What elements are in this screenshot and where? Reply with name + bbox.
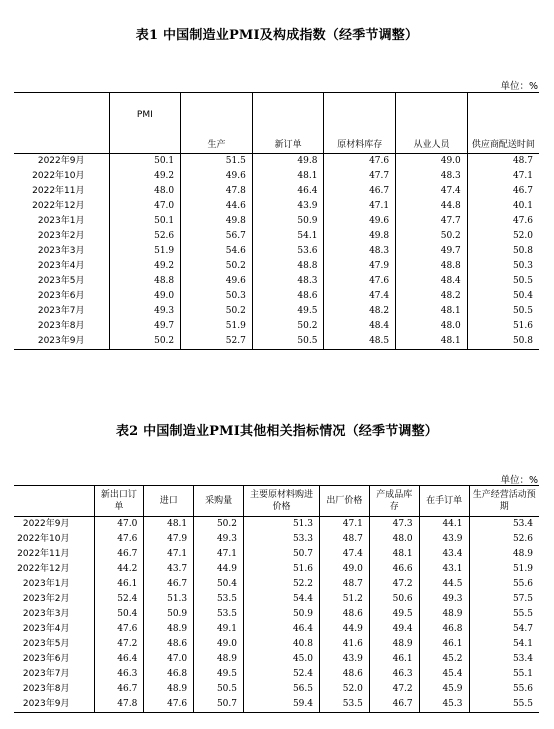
table2-row bbox=[14, 667, 539, 682]
value-cell: 43.7 bbox=[144, 562, 194, 577]
value-cell: 50.4 bbox=[194, 577, 244, 592]
value-cell: 52.0 bbox=[319, 682, 369, 697]
value-cell: 49.0 bbox=[396, 154, 468, 170]
table1-corner-cell bbox=[14, 93, 109, 154]
month-cell: 2023年2月 bbox=[37, 231, 85, 241]
value-cell: 46.7 bbox=[324, 184, 396, 199]
month-cell: 2023年6月 bbox=[37, 291, 85, 301]
value-cell: 46.8 bbox=[144, 667, 194, 682]
value-cell: 48.1 bbox=[369, 547, 419, 562]
value-cell: 48.7 bbox=[319, 532, 369, 547]
value-cell: 56.5 bbox=[243, 682, 319, 697]
value-cell: 49.8 bbox=[252, 154, 324, 170]
month-cell: 2023年5月 bbox=[22, 639, 70, 649]
value-cell: 52.6 bbox=[469, 532, 539, 547]
value-cell: 46.1 bbox=[94, 577, 144, 592]
value-cell: 49.5 bbox=[369, 607, 419, 622]
value-cell: 47.1 bbox=[194, 547, 244, 562]
value-cell: 43.9 bbox=[252, 199, 324, 214]
table2-row bbox=[14, 517, 539, 533]
value-cell: 48.3 bbox=[324, 244, 396, 259]
value-cell: 45.3 bbox=[419, 697, 469, 713]
value-cell: 50.5 bbox=[194, 682, 244, 697]
value-cell: 48.9 bbox=[469, 547, 539, 562]
value-cell: 47.1 bbox=[319, 517, 369, 533]
value-cell: 53.3 bbox=[243, 532, 319, 547]
value-cell: 49.0 bbox=[109, 289, 181, 304]
value-cell: 44.6 bbox=[181, 199, 253, 214]
value-cell: 47.6 bbox=[94, 622, 144, 637]
month-cell: 2022年10月 bbox=[32, 171, 85, 181]
value-cell: 49.2 bbox=[109, 259, 181, 274]
value-cell: 46.7 bbox=[467, 184, 539, 199]
value-cell: 50.3 bbox=[467, 259, 539, 274]
month-cell: 2023年4月 bbox=[37, 261, 85, 271]
value-cell: 55.1 bbox=[469, 667, 539, 682]
value-cell: 50.4 bbox=[94, 607, 144, 622]
table2 bbox=[14, 485, 539, 713]
table1-title: 表1 中国制造业PMI及构成指数（经季节调整） bbox=[135, 28, 419, 43]
month-cell: 2022年10月 bbox=[17, 534, 70, 544]
table1-row bbox=[14, 244, 539, 259]
table1 bbox=[14, 92, 539, 350]
value-cell: 47.6 bbox=[467, 214, 539, 229]
value-cell: 59.4 bbox=[243, 697, 319, 713]
value-cell: 47.0 bbox=[144, 652, 194, 667]
value-cell: 43.9 bbox=[319, 652, 369, 667]
value-cell: 46.6 bbox=[369, 562, 419, 577]
value-cell: 48.9 bbox=[369, 637, 419, 652]
value-cell: 53.5 bbox=[194, 592, 244, 607]
value-cell: 45.2 bbox=[419, 652, 469, 667]
value-cell: 47.6 bbox=[144, 697, 194, 713]
value-cell: 46.4 bbox=[94, 652, 144, 667]
value-cell: 48.0 bbox=[369, 532, 419, 547]
table2-col-header: 产成品库存 bbox=[369, 486, 419, 517]
value-cell: 47.9 bbox=[324, 259, 396, 274]
table1-unit: 单位：% bbox=[500, 81, 538, 92]
value-cell: 46.4 bbox=[252, 184, 324, 199]
value-cell: 53.4 bbox=[469, 652, 539, 667]
value-cell: 47.6 bbox=[324, 274, 396, 289]
value-cell: 50.5 bbox=[252, 334, 324, 350]
table2-row bbox=[14, 652, 539, 667]
value-cell: 51.9 bbox=[469, 562, 539, 577]
value-cell: 48.2 bbox=[324, 304, 396, 319]
value-cell: 50.8 bbox=[467, 244, 539, 259]
value-cell: 46.1 bbox=[369, 652, 419, 667]
value-cell: 48.6 bbox=[319, 607, 369, 622]
value-cell: 44.2 bbox=[94, 562, 144, 577]
table1-row bbox=[14, 304, 539, 319]
month-cell: 2023年6月 bbox=[22, 654, 70, 664]
table1-row bbox=[14, 214, 539, 229]
value-cell: 43.1 bbox=[419, 562, 469, 577]
value-cell: 44.1 bbox=[419, 517, 469, 533]
table1-row bbox=[14, 169, 539, 184]
value-cell: 48.8 bbox=[252, 259, 324, 274]
month-cell: 2022年12月 bbox=[17, 564, 70, 574]
month-cell: 2023年3月 bbox=[37, 246, 85, 256]
value-cell: 48.9 bbox=[144, 622, 194, 637]
value-cell: 50.1 bbox=[109, 154, 181, 170]
value-cell: 50.7 bbox=[243, 547, 319, 562]
table1-row bbox=[14, 274, 539, 289]
value-cell: 47.4 bbox=[396, 184, 468, 199]
value-cell: 50.7 bbox=[194, 697, 244, 713]
month-cell: 2023年7月 bbox=[22, 669, 70, 679]
table2-row bbox=[14, 562, 539, 577]
value-cell: 51.9 bbox=[181, 319, 253, 334]
value-cell: 48.9 bbox=[194, 652, 244, 667]
month-cell: 2022年9月 bbox=[37, 156, 85, 166]
value-cell: 47.6 bbox=[324, 154, 396, 170]
value-cell: 48.0 bbox=[396, 319, 468, 334]
value-cell: 44.9 bbox=[319, 622, 369, 637]
value-cell: 44.8 bbox=[396, 199, 468, 214]
value-cell: 50.1 bbox=[109, 214, 181, 229]
table2-row bbox=[14, 577, 539, 592]
value-cell: 47.4 bbox=[319, 547, 369, 562]
value-cell: 47.6 bbox=[94, 532, 144, 547]
table2-row bbox=[14, 682, 539, 697]
value-cell: 47.2 bbox=[369, 682, 419, 697]
value-cell: 48.6 bbox=[319, 667, 369, 682]
table1-row bbox=[14, 229, 539, 244]
table1-col-header: 供应商配送时间 bbox=[467, 93, 539, 154]
value-cell: 49.3 bbox=[109, 304, 181, 319]
value-cell: 43.9 bbox=[419, 532, 469, 547]
value-cell: 50.5 bbox=[467, 274, 539, 289]
value-cell: 49.8 bbox=[181, 214, 253, 229]
value-cell: 47.0 bbox=[94, 517, 144, 533]
month-cell: 2023年1月 bbox=[37, 216, 85, 226]
value-cell: 46.7 bbox=[369, 697, 419, 713]
value-cell: 45.0 bbox=[243, 652, 319, 667]
table2-row bbox=[14, 622, 539, 637]
value-cell: 51.6 bbox=[467, 319, 539, 334]
value-cell: 55.6 bbox=[469, 577, 539, 592]
value-cell: 46.3 bbox=[94, 667, 144, 682]
value-cell: 48.2 bbox=[396, 289, 468, 304]
value-cell: 54.1 bbox=[469, 637, 539, 652]
value-cell: 47.2 bbox=[369, 577, 419, 592]
month-cell: 2023年2月 bbox=[22, 594, 70, 604]
value-cell: 48.8 bbox=[396, 259, 468, 274]
value-cell: 50.2 bbox=[396, 229, 468, 244]
value-cell: 54.4 bbox=[243, 592, 319, 607]
value-cell: 50.4 bbox=[467, 289, 539, 304]
table2-col-header: 新出口订单 bbox=[94, 486, 144, 517]
value-cell: 51.3 bbox=[243, 517, 319, 533]
month-cell: 2023年1月 bbox=[22, 579, 70, 589]
value-cell: 50.8 bbox=[467, 334, 539, 350]
value-cell: 50.9 bbox=[144, 607, 194, 622]
table2-row bbox=[14, 547, 539, 562]
value-cell: 52.4 bbox=[243, 667, 319, 682]
value-cell: 52.4 bbox=[94, 592, 144, 607]
value-cell: 51.9 bbox=[109, 244, 181, 259]
value-cell: 40.8 bbox=[243, 637, 319, 652]
value-cell: 46.8 bbox=[419, 622, 469, 637]
value-cell: 50.9 bbox=[243, 607, 319, 622]
value-cell: 46.1 bbox=[419, 637, 469, 652]
table2-header-row bbox=[14, 486, 539, 517]
value-cell: 50.2 bbox=[181, 259, 253, 274]
table2-corner-cell bbox=[14, 486, 94, 517]
table2-row bbox=[14, 592, 539, 607]
value-cell: 52.7 bbox=[181, 334, 253, 350]
month-cell: 2023年3月 bbox=[22, 609, 70, 619]
table2-unit: 单位：% bbox=[500, 475, 538, 486]
value-cell: 47.1 bbox=[324, 199, 396, 214]
value-cell: 49.6 bbox=[324, 214, 396, 229]
table2-title: 表2 中国制造业PMI其他相关指标情况（经季节调整） bbox=[115, 424, 439, 439]
value-cell: 43.4 bbox=[419, 547, 469, 562]
value-cell: 49.3 bbox=[194, 532, 244, 547]
value-cell: 49.6 bbox=[181, 169, 253, 184]
month-cell: 2022年12月 bbox=[32, 201, 85, 211]
value-cell: 53.5 bbox=[319, 697, 369, 713]
table2-col-header: 生产经营活动预期 bbox=[469, 486, 539, 517]
value-cell: 46.4 bbox=[243, 622, 319, 637]
value-cell: 50.5 bbox=[467, 304, 539, 319]
value-cell: 51.5 bbox=[181, 154, 253, 170]
value-cell: 47.1 bbox=[144, 547, 194, 562]
value-cell: 47.9 bbox=[144, 532, 194, 547]
value-cell: 49.5 bbox=[252, 304, 324, 319]
value-cell: 51.3 bbox=[144, 592, 194, 607]
table2-row bbox=[14, 697, 539, 713]
value-cell: 50.2 bbox=[194, 517, 244, 533]
value-cell: 52.6 bbox=[109, 229, 181, 244]
value-cell: 48.8 bbox=[109, 274, 181, 289]
month-cell: 2023年8月 bbox=[37, 321, 85, 331]
value-cell: 46.7 bbox=[94, 547, 144, 562]
value-cell: 46.7 bbox=[94, 682, 144, 697]
table2-row bbox=[14, 637, 539, 652]
value-cell: 48.1 bbox=[252, 169, 324, 184]
table1-col-header: 原材料库存 bbox=[324, 93, 396, 154]
value-cell: 50.2 bbox=[181, 304, 253, 319]
value-cell: 49.1 bbox=[194, 622, 244, 637]
value-cell: 46.7 bbox=[144, 577, 194, 592]
value-cell: 55.5 bbox=[469, 607, 539, 622]
value-cell: 47.4 bbox=[324, 289, 396, 304]
value-cell: 48.5 bbox=[324, 334, 396, 350]
value-cell: 49.7 bbox=[396, 244, 468, 259]
value-cell: 47.8 bbox=[181, 184, 253, 199]
value-cell: 47.0 bbox=[109, 199, 181, 214]
value-cell: 48.7 bbox=[319, 577, 369, 592]
value-cell: 50.2 bbox=[252, 319, 324, 334]
value-cell: 40.1 bbox=[467, 199, 539, 214]
table1-row bbox=[14, 319, 539, 334]
value-cell: 52.2 bbox=[243, 577, 319, 592]
table2-col-header: 进口 bbox=[144, 486, 194, 517]
month-cell: 2022年11月 bbox=[17, 549, 70, 559]
value-cell: 52.0 bbox=[467, 229, 539, 244]
value-cell: 48.4 bbox=[324, 319, 396, 334]
value-cell: 48.1 bbox=[396, 334, 468, 350]
table2-col-header: 出厂价格 bbox=[319, 486, 369, 517]
value-cell: 47.7 bbox=[396, 214, 468, 229]
table2-col-header: 主要原材料购进价格 bbox=[243, 486, 319, 517]
table1-col-header: PMI bbox=[109, 93, 181, 154]
value-cell: 55.5 bbox=[469, 697, 539, 713]
value-cell: 48.3 bbox=[252, 274, 324, 289]
value-cell: 48.7 bbox=[467, 154, 539, 170]
table1-row bbox=[14, 184, 539, 199]
value-cell: 47.3 bbox=[369, 517, 419, 533]
value-cell: 50.6 bbox=[369, 592, 419, 607]
month-cell: 2023年4月 bbox=[22, 624, 70, 634]
value-cell: 48.9 bbox=[419, 607, 469, 622]
value-cell: 49.3 bbox=[419, 592, 469, 607]
value-cell: 48.1 bbox=[144, 517, 194, 533]
value-cell: 54.1 bbox=[252, 229, 324, 244]
table1-col-header: 生产 bbox=[181, 93, 253, 154]
value-cell: 54.6 bbox=[181, 244, 253, 259]
month-cell: 2023年5月 bbox=[37, 276, 85, 286]
value-cell: 44.5 bbox=[419, 577, 469, 592]
value-cell: 53.5 bbox=[194, 607, 244, 622]
table2-col-header: 在手订单 bbox=[419, 486, 469, 517]
table1-row bbox=[14, 154, 539, 170]
value-cell: 53.6 bbox=[252, 244, 324, 259]
value-cell: 47.7 bbox=[324, 169, 396, 184]
value-cell: 55.6 bbox=[469, 682, 539, 697]
month-cell: 2022年11月 bbox=[32, 186, 85, 196]
value-cell: 49.4 bbox=[369, 622, 419, 637]
value-cell: 49.8 bbox=[324, 229, 396, 244]
value-cell: 48.9 bbox=[144, 682, 194, 697]
table1-row bbox=[14, 289, 539, 304]
value-cell: 48.6 bbox=[252, 289, 324, 304]
table2-row bbox=[14, 532, 539, 547]
value-cell: 48.3 bbox=[396, 169, 468, 184]
value-cell: 50.3 bbox=[181, 289, 253, 304]
table1-row bbox=[14, 334, 539, 350]
value-cell: 44.9 bbox=[194, 562, 244, 577]
value-cell: 49.0 bbox=[319, 562, 369, 577]
table1-col-header: 从业人员 bbox=[396, 93, 468, 154]
month-cell: 2023年8月 bbox=[22, 684, 70, 694]
value-cell: 47.1 bbox=[467, 169, 539, 184]
value-cell: 51.6 bbox=[243, 562, 319, 577]
value-cell: 49.5 bbox=[194, 667, 244, 682]
value-cell: 48.1 bbox=[396, 304, 468, 319]
value-cell: 48.6 bbox=[144, 637, 194, 652]
value-cell: 47.2 bbox=[94, 637, 144, 652]
table1-col-header: 新订单 bbox=[252, 93, 324, 154]
table2-col-header: 采购量 bbox=[194, 486, 244, 517]
value-cell: 49.6 bbox=[181, 274, 253, 289]
month-cell: 2022年9月 bbox=[22, 519, 70, 529]
value-cell: 45.9 bbox=[419, 682, 469, 697]
table1-row bbox=[14, 199, 539, 214]
value-cell: 46.3 bbox=[369, 667, 419, 682]
value-cell: 56.7 bbox=[181, 229, 253, 244]
table2-row bbox=[14, 607, 539, 622]
value-cell: 41.6 bbox=[319, 637, 369, 652]
value-cell: 48.0 bbox=[109, 184, 181, 199]
value-cell: 49.0 bbox=[194, 637, 244, 652]
table1-header-row bbox=[14, 93, 539, 154]
value-cell: 49.7 bbox=[109, 319, 181, 334]
value-cell: 54.7 bbox=[469, 622, 539, 637]
value-cell: 50.2 bbox=[109, 334, 181, 350]
value-cell: 57.5 bbox=[469, 592, 539, 607]
table1-row bbox=[14, 259, 539, 274]
value-cell: 51.2 bbox=[319, 592, 369, 607]
value-cell: 53.4 bbox=[469, 517, 539, 533]
value-cell: 45.4 bbox=[419, 667, 469, 682]
value-cell: 50.9 bbox=[252, 214, 324, 229]
month-cell: 2023年9月 bbox=[14, 697, 94, 713]
value-cell: 47.8 bbox=[94, 697, 144, 713]
value-cell: 48.4 bbox=[396, 274, 468, 289]
value-cell: 49.2 bbox=[109, 169, 181, 184]
month-cell: 2023年9月 bbox=[14, 334, 109, 350]
month-cell: 2023年7月 bbox=[37, 306, 85, 316]
